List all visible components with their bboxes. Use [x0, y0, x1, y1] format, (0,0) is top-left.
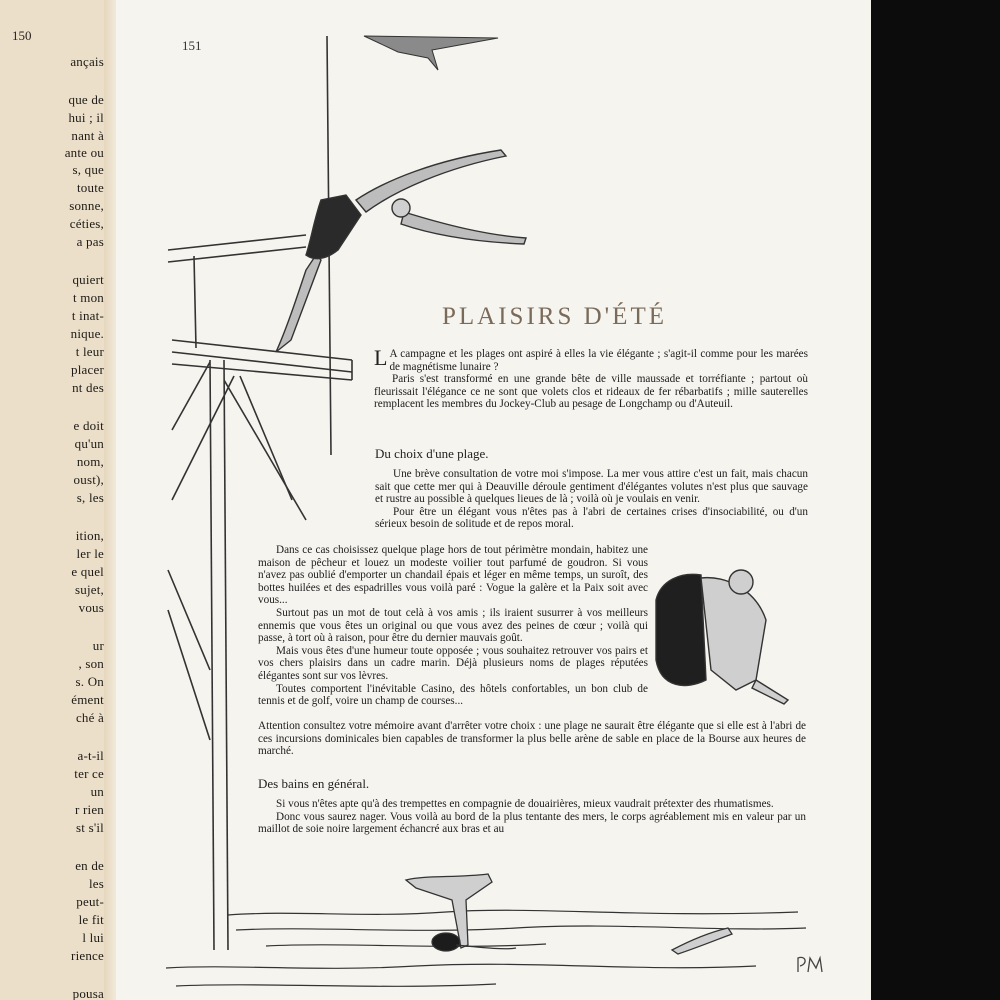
left-page-line: nique.: [70, 326, 104, 341]
left-page-line: un: [90, 784, 104, 799]
intro-text: [374, 345, 808, 411]
left-page-line: ter ce: [74, 766, 104, 781]
left-page-line: nom,: [76, 454, 104, 469]
left-page-line: vous: [78, 600, 104, 615]
signature-text: [116, 0, 117, 1]
section-1-paragraph-4: Surtout pas un mot de tout celà à vos amis ; ils iraient susurrer à vos meilleurs ennemis que vous êtes un original ou que vous avez des peines de cœur ; voilà qui passe, à tort où à raison, pour être du dernier mauvais goût.: [258, 606, 648, 645]
left-page-line: oust),: [73, 472, 104, 487]
left-page-line: ché à: [75, 710, 104, 725]
left-page-line: r rien: [75, 802, 104, 817]
section-1-paragraph-2: Pour être un élégant vous n'êtes pas à l'abri de certaines crises d'insociabilité, ou d'un sérieux besoin de solitude et de repos moral.: [375, 505, 808, 531]
left-page-line: placer: [71, 362, 104, 377]
left-page-line: sujet,: [74, 582, 104, 597]
left-page-line: que de: [68, 92, 104, 107]
left-page-line: ante ou: [64, 145, 104, 160]
left-page-line: en de: [75, 858, 104, 873]
left-page-line: ément: [71, 692, 104, 707]
article-title: PLAISIRS D'ÉTÉ: [442, 302, 667, 330]
left-page-line: a-t-il: [77, 748, 104, 763]
left-page-line: pousa: [72, 986, 104, 1000]
section-1-text-middle: [258, 544, 648, 708]
left-page-line: e doit: [73, 418, 104, 433]
left-page-line: hui ; il: [68, 110, 104, 125]
section-1-paragraph-5: Mais vous êtes d'une humeur toute opposée ; vous souhaitez retrouver vos pairs et vos chers plaisirs dans un cadre marin. Déjà plusieurs noms de plages réputées élégantes sont sur vos lèvres.: [258, 644, 648, 682]
left-page-line: rience: [71, 948, 104, 963]
left-page-line: t inat-: [71, 308, 104, 323]
left-page: [0, 0, 112, 1000]
right-page-number: 151: [182, 38, 202, 53]
left-page-line: ler le: [76, 546, 104, 561]
left-page-line: nt des: [72, 380, 104, 395]
left-page-number: 150: [12, 28, 32, 43]
left-page-line: l lui: [82, 930, 104, 945]
left-page-line: le fit: [78, 912, 104, 927]
section-1-paragraph-7: Attention consultez votre mémoire avant d'arrêter votre choix : une plage ne saurait être élégante que si elle est à l'abri de ces incursions dominicales bien capables de transformer la plus belle arène de sable en place de la Bourse aux heures de marché.: [258, 720, 806, 758]
left-page-line: sonne,: [69, 198, 104, 213]
left-page-line: qu'un: [74, 436, 104, 451]
intro-paragraph-1: A campagne et les plages ont aspiré à elles la vie élégante ; s'agit-il comme pour les marées de magnétisme lunaire ?: [389, 348, 808, 373]
left-page-line: peut-: [76, 894, 104, 909]
left-page-line: les: [88, 876, 104, 891]
section-2-paragraph-1: Si vous n'êtes apte qu'à des trempettes en compagnie de douairières, mieux vaudrait prétexter des rhumatismes.: [276, 798, 774, 810]
left-page-line: ition,: [75, 528, 104, 543]
left-page-line: s, que: [72, 162, 104, 177]
section-1-text-lower: [258, 720, 806, 758]
jumping-figure-illustration: [656, 570, 788, 704]
section-1-text-upper: [375, 468, 808, 531]
left-page-line: a pas: [76, 234, 104, 249]
left-page-line: t leur: [75, 344, 104, 359]
left-page-line: toute: [77, 180, 104, 195]
left-page-line: quiert: [72, 272, 104, 287]
left-page-line: , son: [78, 656, 104, 671]
section-2-paragraph-2: Donc vous saurez nager. Vous voilà au bord de la plus tentante des mers, le corps agréablement mis en valeur par un maillot de soie noire largement échancré aux bras et au: [258, 810, 806, 836]
left-page-line: nant à: [71, 128, 104, 143]
right-page: [116, 0, 871, 1000]
left-page-line: ançais: [70, 54, 104, 69]
intro-paragraph-2: Paris s'est transformé en une grande bête de ville maussade et torréfiante ; partout où fleurissait l'élégance ce ne sont que volets clos et rideaux de fer rébarbatifs ; mille sauterelles remplacent les membres du Jockey-Club au pesage de Longchamp ou d'Auteuil.: [374, 373, 808, 411]
section-2-text: [258, 798, 806, 836]
pennant-illustration: [364, 36, 498, 70]
left-page-line: céties,: [69, 216, 104, 231]
section-1-paragraph-6: Toutes comportent l'inévitable Casino, des hôtels confortables, un bon club de tennis et de golf, voire un champ de courses...: [258, 682, 648, 708]
left-page-line: st s'il: [76, 820, 104, 835]
left-page-line: s, les: [76, 490, 104, 505]
section-heading-beach-choice: Du choix d'une plage.: [375, 446, 489, 461]
artist-monogram: [798, 957, 822, 972]
left-page-line: t mon: [73, 290, 104, 305]
drop-cap: L: [374, 345, 388, 370]
section-1-paragraph-3: Dans ce cas choisissez quelque plage hors de tout périmètre mondain, habitez une maison de pêcheur et louez un modeste voilier tout parfumé de goudron. Si vous n'avez pas oublié d'emporter un chandail épais et léger en même temps, un suroît, des bottes huilées et des espadrilles vous voilà paré : Vogue la galère et la Paix soit avec vous...: [258, 544, 648, 607]
section-1-paragraph-1: Une brève consultation de votre moi s'impose. La mer vous attire c'est un fait, mais chacun sait que cette mer qui à Deauville déroule gentiment d'élégantes volutes n'est plus que sauvage et rustre au possible à quelques lieues de là ; voilà où je voulais en venir.: [375, 468, 808, 506]
left-page-line: ur: [92, 638, 104, 653]
left-page-line: s. On: [75, 674, 104, 689]
left-page-line: e quel: [71, 564, 104, 579]
section-heading-bathing: Des bains en général.: [258, 776, 370, 791]
